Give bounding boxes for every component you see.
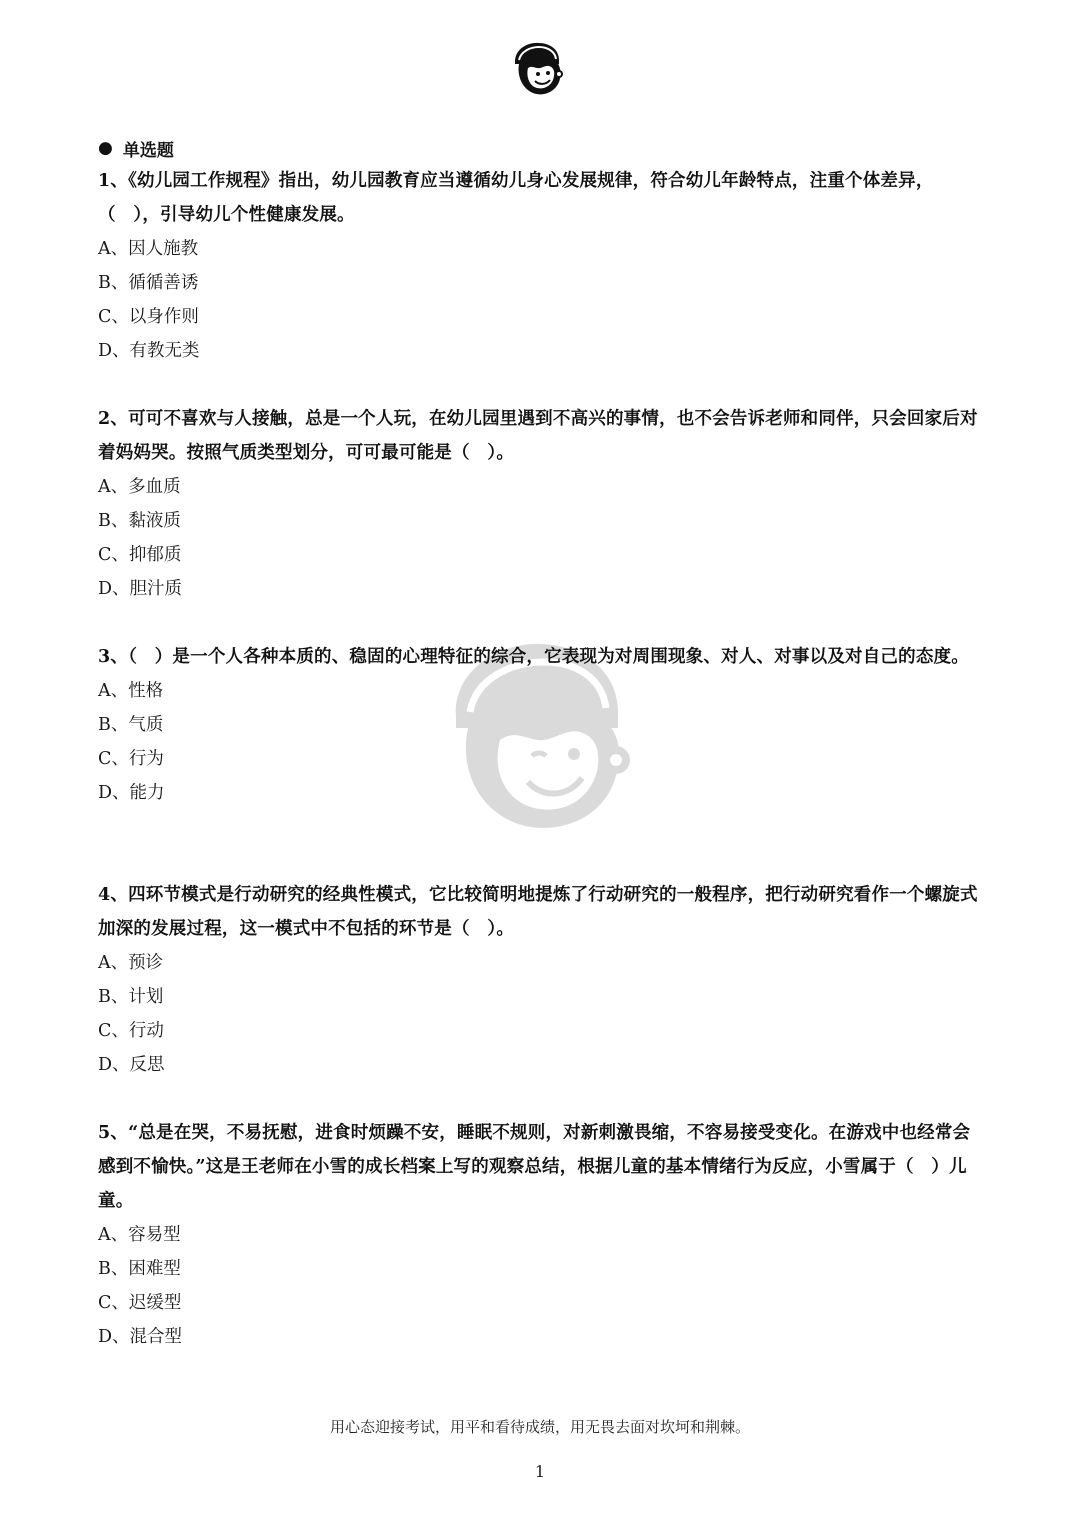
option-d[interactable]: D、能力 xyxy=(98,783,165,803)
option-a[interactable]: A、多血质 xyxy=(98,477,181,497)
question-stem: 2、可可不喜欢与人接触，总是一个人玩，在幼儿园里遇到不高兴的事情，也不会告诉老师和同伴，只会回家后对着妈妈哭。按照气质类型划分，可可最可能是（ ）。 xyxy=(98,409,978,463)
option-b[interactable]: B、计划 xyxy=(98,987,164,1007)
bullet-icon: ● xyxy=(98,138,113,158)
option-c[interactable]: C、迟缓型 xyxy=(98,1293,182,1313)
option-list xyxy=(98,946,984,1082)
question-stem: 4、四环节模式是行动研究的经典性模式，它比较简明地提炼了行动研究的一般程序，把行动研究看作一个螺旋式加深的发展过程，这一模式中不包括的环节是（ ）。 xyxy=(98,885,978,939)
page-number: 1 xyxy=(534,1462,546,1481)
option-b[interactable]: B、循循善诱 xyxy=(98,273,199,293)
option-list xyxy=(98,232,984,368)
option-d[interactable]: D、胆汁质 xyxy=(98,579,183,599)
section-title: 单选题 xyxy=(122,140,174,161)
option-d[interactable]: D、混合型 xyxy=(98,1327,183,1347)
option-a[interactable]: A、预诊 xyxy=(98,953,164,973)
option-c[interactable]: C、行动 xyxy=(98,1021,164,1041)
option-d[interactable]: D、有教无类 xyxy=(98,341,200,361)
question-stem: 1、《幼儿园工作规程》指出，幼儿园教育应当遵循幼儿身心发展规律，符合幼儿年龄特点，注重个体差异，（ ），引导幼儿个性健康发展。 xyxy=(98,171,934,225)
option-list xyxy=(98,1218,984,1354)
question-1 xyxy=(98,164,984,368)
monkey-mascot-icon xyxy=(509,40,565,98)
section-header xyxy=(98,134,174,162)
question-3 xyxy=(98,640,984,810)
option-a[interactable]: A、因人施教 xyxy=(98,239,199,259)
option-b[interactable]: B、困难型 xyxy=(98,1259,181,1279)
question-4 xyxy=(98,878,984,1082)
option-d[interactable]: D、反思 xyxy=(98,1055,165,1075)
option-a[interactable]: A、容易型 xyxy=(98,1225,181,1245)
option-list xyxy=(98,470,984,606)
footer-motto: 用心态迎接考试，用平和看待成绩，用无畏去面对坎坷和荆棘。 xyxy=(329,1418,750,1436)
option-b[interactable]: B、黏液质 xyxy=(98,511,181,531)
option-b[interactable]: B、气质 xyxy=(98,715,164,735)
option-a[interactable]: A、性格 xyxy=(98,681,164,701)
question-stem: 3、（ ）是一个人各种本质的、稳固的心理特征的综合，它表现为对周围现象、对人、对事以及对自己的态度。 xyxy=(98,647,969,667)
question-stem: 5、“总是在哭，不易抚慰，进食时烦躁不安，睡眠不规则，对新刺激畏缩，不容易接受变化。在游戏中也经常会感到不愉快。”这是王老师在小雪的成长档案上写的观察总结，根据儿童的基本情绪行为反应，小雪属于（ ）儿童。 xyxy=(98,1123,971,1211)
question-5 xyxy=(98,1116,984,1354)
question-2 xyxy=(98,402,984,606)
option-c[interactable]: C、以身作则 xyxy=(98,307,199,327)
option-list xyxy=(98,674,984,810)
option-c[interactable]: C、抑郁质 xyxy=(98,545,182,565)
option-c[interactable]: C、行为 xyxy=(98,749,164,769)
